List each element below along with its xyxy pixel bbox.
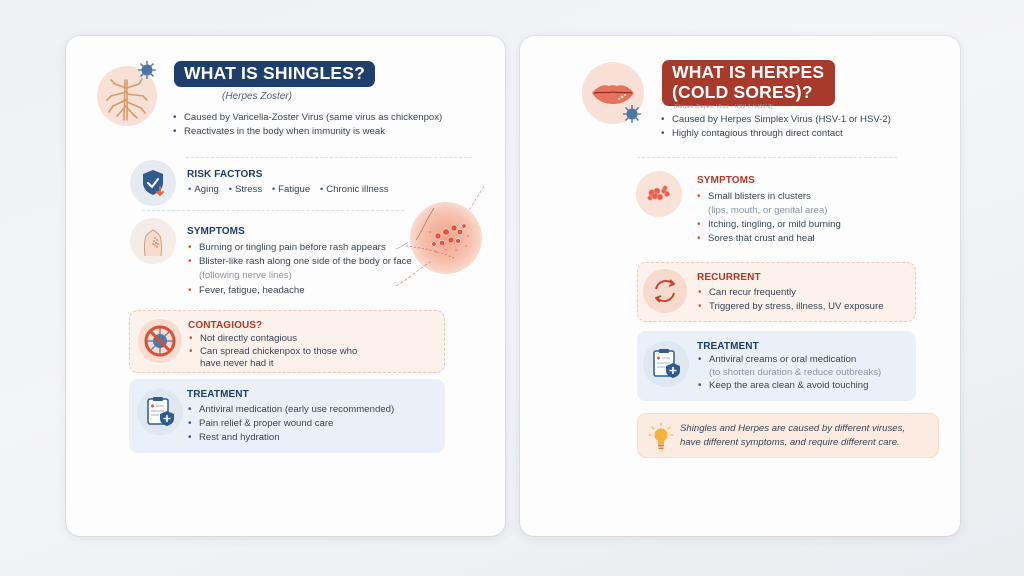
contagious-list <box>189 333 379 371</box>
list-item: • Reactivates in the body when immunity is weak <box>173 125 493 139</box>
list-item: • Not directly contagious <box>189 333 379 346</box>
list-item: • Chronic illness <box>319 184 389 195</box>
list-item: • Can recur frequently <box>698 286 908 300</box>
shingles-intro-list <box>173 111 493 139</box>
list-item: • Burning or tingling pain before rash appears <box>188 241 428 255</box>
recurrent-list <box>698 286 908 314</box>
shingles-title-badge: WHAT IS SHINGLES? <box>174 61 375 87</box>
list-item: • Antiviral medication (early use recommended) <box>188 403 438 417</box>
list-item: • Caused by Varicella-Zoster Virus (same virus as chickenpox) <box>173 111 493 125</box>
shield-check-icon <box>130 160 176 206</box>
treatment-title: TREATMENT <box>187 389 249 400</box>
list-item: • Blister-like rash along one side of the body or face (following nerve lines) <box>188 255 428 283</box>
list-item: • Highly contagious through direct contact <box>661 127 941 141</box>
divider <box>637 157 897 158</box>
herpes-card <box>520 36 960 536</box>
recurrent-title: RECURRENT <box>697 272 761 283</box>
virus-icon <box>622 104 642 124</box>
lips-virus-icon <box>582 62 644 124</box>
herpes-intro-list <box>661 113 941 141</box>
list-item: • Can spread chickenpox to those who have never had it <box>189 346 379 371</box>
rash-closeup-illustration <box>396 186 486 296</box>
virus-icon <box>137 60 157 80</box>
list-item: • Aging <box>188 184 219 195</box>
back-rash-icon <box>130 218 176 264</box>
list-item: • Antiviral creams or oral medication (to shorten duration & reduce outbreaks) <box>698 354 908 379</box>
herpes-subtitle: (Herpes Jhepes: Virus – HSV-1 / HSV-2) <box>674 104 773 110</box>
treatment-list <box>188 403 438 445</box>
comparison-note-box <box>637 413 939 458</box>
clipboard-shield-icon <box>643 341 689 387</box>
nerve-virus-icon <box>97 66 157 126</box>
treatment-title: TREATMENT <box>697 341 759 352</box>
blister-cluster-icon <box>636 171 682 217</box>
treatment-box <box>129 379 445 453</box>
list-item: • Pain relief & proper wound care <box>188 417 438 431</box>
no-virus-icon <box>138 319 182 363</box>
clipboard-shield-icon <box>137 389 183 435</box>
shingles-card <box>66 36 505 536</box>
divider <box>142 210 404 211</box>
comparison-note: Shingles and Herpes are caused by different viruses, have different symptoms, and require different care. <box>680 423 906 448</box>
contagious-box <box>129 310 445 373</box>
list-item: • Keep the area clean & avoid touching <box>698 379 908 393</box>
list-item: • Fever, fatigue, headache <box>188 284 428 298</box>
list-item: • Stress <box>228 184 263 195</box>
list-item: • Small blisters in clusters (lips, mouth, or genital area) <box>697 190 897 218</box>
herpes-title-line1: WHAT IS HERPES <box>672 62 825 82</box>
divider <box>186 157 472 158</box>
risk-factors-list <box>188 184 396 195</box>
list-item: • Sores that crust and heal <box>697 232 897 246</box>
recurrent-box <box>637 262 916 322</box>
lightbulb-icon <box>648 422 674 452</box>
herpes-title-line2: (COLD SORES)? <box>672 81 813 102</box>
herpes-treatment-list <box>698 354 908 393</box>
risk-factors-title: RISK FACTORS <box>187 169 263 180</box>
list-item: • Triggered by stress, illness, UV exposure <box>698 300 908 314</box>
herpes-symptoms-list <box>697 190 897 246</box>
list-item: • Itching, tingling, or mild burning <box>697 218 897 232</box>
list-item: • Fatigue <box>271 184 311 195</box>
recur-arrows-icon <box>643 269 687 313</box>
treatment-box <box>637 331 916 401</box>
contagious-title: CONTAGIOUS? <box>188 320 263 331</box>
symptoms-title: SYMPTOMS <box>187 226 245 237</box>
herpes-title-badge <box>662 60 835 106</box>
list-item: • Rest and hydration <box>188 431 438 445</box>
symptoms-title: SYMPTOMS <box>697 175 755 186</box>
shingles-subtitle: (Herpes Zoster) <box>222 91 293 102</box>
list-item: • Caused by Herpes Simplex Virus (HSV-1 or HSV-2) <box>661 113 941 127</box>
shingles-symptoms-list <box>188 241 428 298</box>
